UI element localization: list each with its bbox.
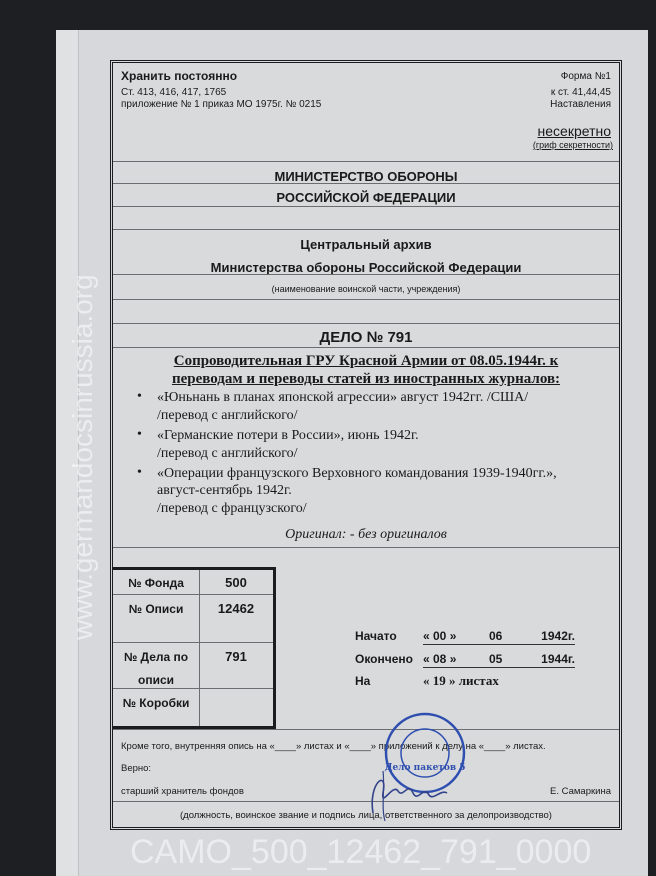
case-cover-form [110,60,622,830]
sheets-label: На [355,674,371,688]
document-item-3: «Операции французского Верховного командования 1939-1940гг.», [157,466,557,481]
ended-date [423,652,575,668]
secrecy-caption: (гриф секретности) [532,140,613,150]
case-heading-2: переводам и переводы статей из иностранных журналов: [171,371,561,387]
ended-year: 1944г. [541,652,575,666]
site-watermark: www.germandocsinrussia.org [67,274,98,640]
position: старший хранитель фондов [121,786,244,797]
opis-label: № Описи [128,602,184,616]
order-reference: приложение № 1 приказ МО 1975г. № 0215 [121,99,322,110]
started-date [423,629,575,645]
to-articles: к ст. 41,44,45 [550,87,611,98]
ministry-line-1: МИНИСТЕРСТВО ОБОРОНЫ [274,169,458,184]
form-number: Форма №1 [560,71,611,82]
started-month: 06 [489,629,503,643]
case-title: ДЕЛО № 791 [319,329,413,346]
sheets-count: « 19 » листах [423,673,499,688]
delo-value: 791 [225,649,247,664]
archive-line-2: Министерства обороны Российской Федерации [210,260,522,275]
verified-label: Верно: [121,763,152,774]
delo-label: № Дела по [123,650,189,664]
document-item-2: «Германские потери в России», июнь 1942г. [157,428,419,443]
secrecy-value: несекретно [537,123,611,139]
delo-label-2: описи [137,673,174,687]
ended-label: Окончено [355,652,413,666]
opis-value: 12462 [217,601,255,616]
started-label: Начато [355,629,397,643]
registry-table [113,567,276,729]
started-year: 1942г. [541,629,575,643]
case-heading-1: Сопроводительная ГРУ Красной Армии от 08.05.1944г. к [173,353,559,369]
ministry-line-2: РОССИЙСКОЙ ФЕДЕРАЦИИ [276,190,456,205]
archive-line-1: Центральный архив [300,237,432,252]
articles: Ст. 413, 416, 417, 1765 [121,87,227,98]
storage-label: Хранить постоянно [121,69,238,83]
fond-label: № Фонда [128,576,184,590]
document-item-1-note: /перевод с английского/ [157,408,298,423]
signer-name: Е. Самаркина [550,786,611,797]
signature [363,763,453,823]
original-note: Оригинал: - без оригиналов [285,527,447,542]
code-watermark: CAMO_500_12462_791_0000 [130,833,592,871]
inventory-note: Кроме того, внутренняя опись на «____» листах и «____» приложений к делу на «____» листах. [121,741,546,752]
document-item-1: «Юньнань в планах японской агрессии» август 1942гг. /США/ [157,390,529,405]
ended-day: « 08 » [423,652,457,666]
bullet-icon: • [137,465,142,480]
bullet-icon: • [137,389,142,404]
document-item-3-note: /перевод с французского/ [157,501,307,516]
started-day: « 00 » [423,629,457,643]
footer-caption: (должность, воинское звание и подпись лица, ответственного за делопроизводство) [180,810,552,821]
document-item-2-note: /перевод с английского/ [157,446,298,461]
stamp-center: Дело пакетов 5 [384,763,466,773]
instructions: Наставления [550,99,611,110]
document-item-3-date: август-сентябрь 1942г. [157,483,292,498]
bullet-icon: • [137,427,142,442]
folder-edge [56,30,79,876]
archive-caption: (наименование воинской части, учреждения) [271,284,461,294]
box-label: № Коробки [122,696,190,710]
ended-month: 05 [489,652,503,666]
fond-value: 500 [225,575,247,590]
